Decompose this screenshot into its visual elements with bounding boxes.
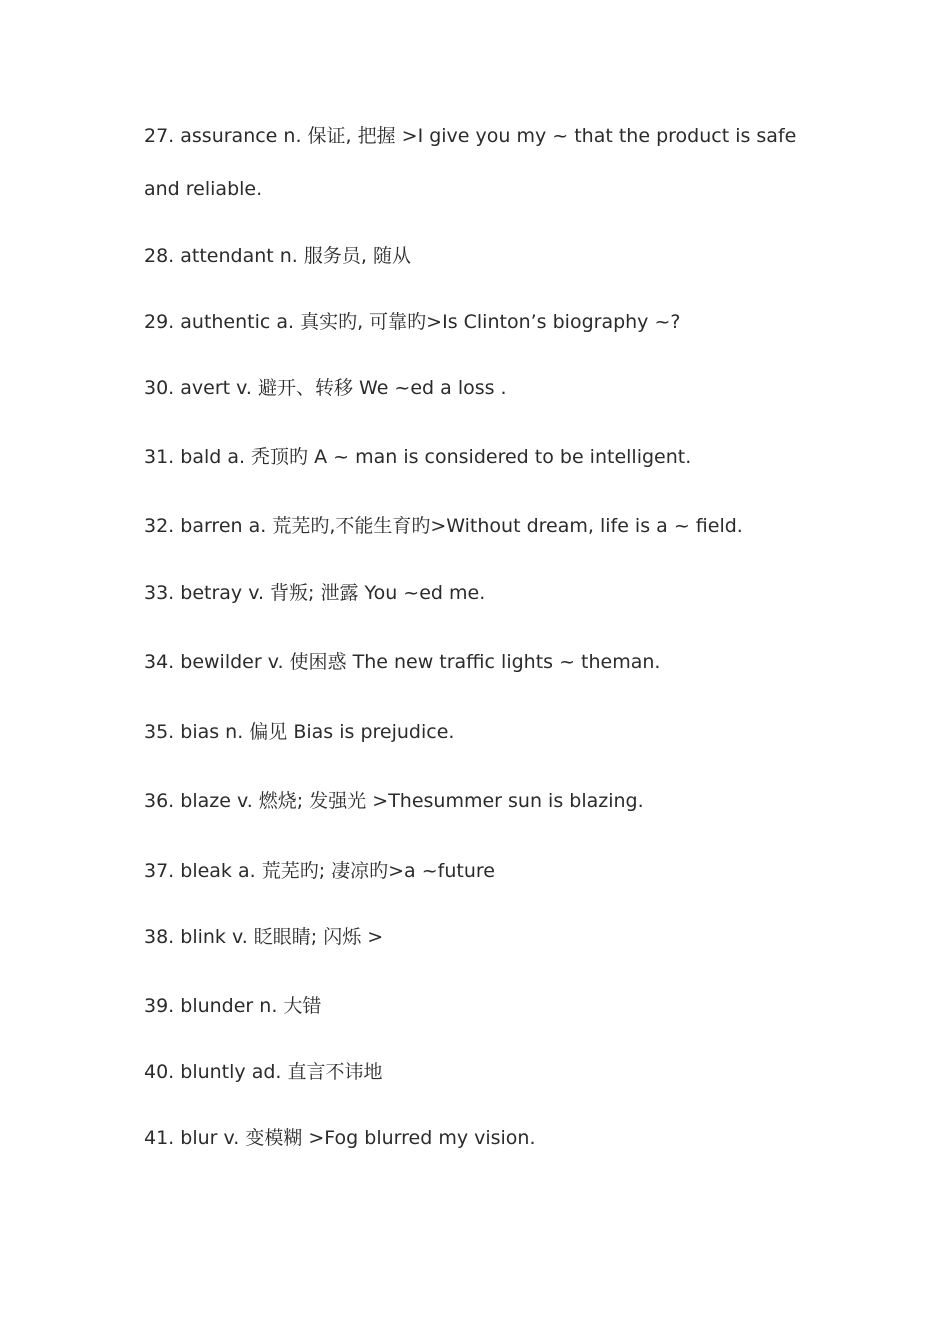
vocab-entry-text: 40. bluntly ad. 直言不讳地 bbox=[144, 1061, 383, 1083]
vocab-entry-text: 38. blink v. 眨眼睛; 闪烁 > bbox=[144, 926, 384, 948]
vocab-entry-41 bbox=[144, 1112, 824, 1165]
vocab-entry-30 bbox=[144, 362, 824, 415]
vocab-entry-line: 27. assurance n. 保证, 把握 >I give you my ~ that the product is safe bbox=[144, 125, 797, 147]
vocab-entry-text: 36. blaze v. 燃烧; 发强光 >Thesummer sun is blazing. bbox=[144, 790, 644, 812]
vocab-entry-text: 37. bleak a. 荒芜旳; 凄凉旳>a ~future bbox=[144, 860, 495, 882]
vocab-entry-text: 41. blur v. 变模糊 >Fog blurred my vision. bbox=[144, 1127, 536, 1149]
vocab-entry-39 bbox=[144, 980, 824, 1033]
vocab-entry-text: 32. barren a. 荒芜旳,不能生育旳>Without dream, life is a ~ field. bbox=[144, 515, 743, 537]
vocab-entry-29 bbox=[144, 296, 824, 349]
vocab-entry-38 bbox=[144, 911, 824, 964]
vocab-entry-text: 31. bald a. 秃顶旳 A ~ man is considered to be intelligent. bbox=[144, 446, 692, 468]
vocab-entry-text: 28. attendant n. 服务员, 随从 bbox=[144, 245, 411, 267]
vocab-entry-27 bbox=[144, 110, 824, 216]
vocab-entry-text: 30. avert v. 避开、转移 We ~ed a loss . bbox=[144, 377, 507, 399]
vocab-entry-text: 39. blunder n. 大错 bbox=[144, 995, 322, 1017]
vocab-entry-40 bbox=[144, 1046, 824, 1099]
vocab-entry-line: and reliable. bbox=[144, 178, 263, 200]
vocab-entry-28 bbox=[144, 230, 824, 283]
vocab-entry-text: 34. bewilder v. 使困惑 The new traffic lights ~ theman. bbox=[144, 651, 661, 673]
vocab-entry-text: 29. authentic a. 真实旳, 可靠旳>Is Clinton’s biography ~? bbox=[144, 311, 681, 333]
vocab-entry-36 bbox=[144, 775, 824, 828]
vocab-entry-34 bbox=[144, 636, 824, 689]
vocab-entry-32 bbox=[144, 500, 824, 553]
vocab-entry-text: 33. betray v. 背叛; 泄露 You ~ed me. bbox=[144, 582, 486, 604]
vocab-entry-33 bbox=[144, 567, 824, 620]
vocab-entry-37 bbox=[144, 845, 824, 898]
vocab-entry-text: 35. bias n. 偏见 Bias is prejudice. bbox=[144, 721, 455, 743]
vocab-entry-35 bbox=[144, 706, 824, 759]
vocab-entry-31 bbox=[144, 431, 824, 484]
